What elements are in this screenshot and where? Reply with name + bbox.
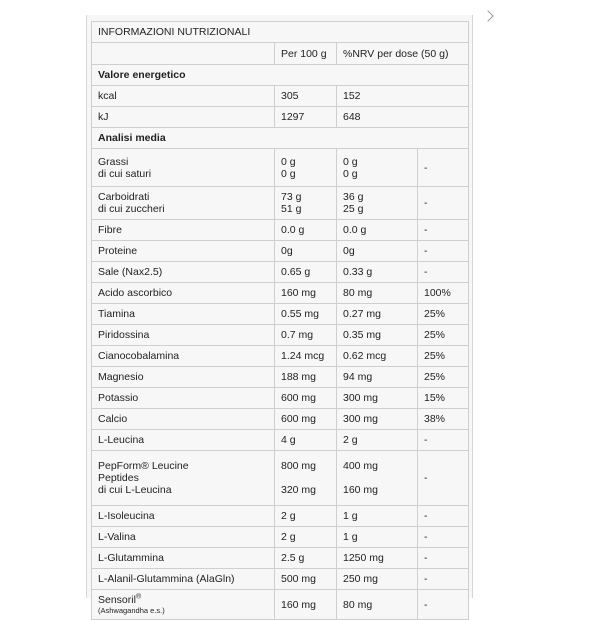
- per-dose-cell: [337, 506, 418, 527]
- nrv-cell: -: [418, 430, 469, 451]
- nutrient-row: [92, 283, 469, 304]
- per100-value: 500 mg: [281, 573, 317, 585]
- per100-value: 160 mg: [281, 287, 317, 299]
- per100-value: 320 mg: [281, 484, 317, 496]
- nutrient-name-cell: [92, 451, 275, 506]
- per-dose-cell: [337, 149, 418, 187]
- per100-cell: [275, 220, 337, 241]
- header-empty-cell: [92, 43, 275, 65]
- nutrient-row: [92, 506, 469, 527]
- per100-value: 1.24 mcg: [281, 350, 325, 362]
- nutrient-name: Piridossina: [98, 329, 150, 341]
- nutrient-name-cell: [92, 409, 275, 430]
- section-analysis-label: Analisi media: [92, 128, 469, 149]
- per-dose-value: 0 g: [343, 167, 358, 180]
- nrv-cell: 15%: [418, 388, 469, 409]
- nutrient-name-cell: [92, 325, 275, 346]
- table-title: INFORMAZIONI NUTRIZIONALI: [92, 22, 469, 43]
- per100-cell: [275, 409, 337, 430]
- per100-cell: [275, 241, 337, 262]
- per100-value: 800 mg: [281, 460, 317, 472]
- nutrient-row: [92, 451, 469, 506]
- nutrient-row: [92, 409, 469, 430]
- nutrient-row: [92, 346, 469, 367]
- per100-value: 188 mg: [281, 371, 317, 383]
- nrv-cell: -: [418, 187, 469, 220]
- per100-value: 0 g: [281, 167, 296, 180]
- per-dose-cell: [337, 241, 418, 262]
- nutrient-name-cell: [92, 548, 275, 569]
- nutrient-name: Acido ascorbico: [98, 287, 173, 299]
- per100-cell: [275, 569, 337, 590]
- registered-mark: ®: [135, 593, 142, 601]
- per100-cell: [275, 506, 337, 527]
- per100-value: 0g: [281, 245, 293, 257]
- nutrient-name: di cui zuccheri: [98, 203, 165, 215]
- nutrient-name-cell: [92, 430, 275, 451]
- energy-per100: 305: [275, 86, 337, 107]
- nutrient-name: Grassi: [98, 155, 129, 168]
- per100-cell: [275, 325, 337, 346]
- nutrient-row: [92, 241, 469, 262]
- per-dose-value: 36 g: [343, 191, 364, 203]
- nutrient-row: [92, 262, 469, 283]
- per100-cell: [275, 527, 337, 548]
- nutrient-name: Fibre: [98, 224, 122, 236]
- nutrient-name-cell: [92, 527, 275, 548]
- nrv-cell: 38%: [418, 409, 469, 430]
- per100-cell: [275, 430, 337, 451]
- nrv-cell: -: [418, 590, 469, 620]
- nutrient-name: Magnesio: [98, 371, 144, 383]
- nutrient-row: [92, 187, 469, 220]
- energy-row-kj: [92, 107, 469, 128]
- per-dose-value: 1 g: [343, 531, 358, 543]
- per100-cell: 160 mg: [275, 590, 337, 620]
- nrv-cell: -: [418, 149, 469, 187]
- per100-cell: [275, 548, 337, 569]
- section-row-energy: [92, 65, 469, 86]
- per100-cell: [275, 346, 337, 367]
- nutrient-name-cell: [92, 506, 275, 527]
- per-dose-value: 400 mg: [343, 460, 379, 472]
- nutrient-name: Cianocobalamina: [98, 350, 180, 362]
- per-dose-value: 0.33 g: [343, 266, 373, 278]
- per100-cell: [275, 304, 337, 325]
- per-dose-cell: [337, 187, 418, 220]
- nrv-cell: -: [418, 506, 469, 527]
- per-dose-value: 1 g: [343, 510, 358, 522]
- nutrient-name-cell: [92, 388, 275, 409]
- per100-cell: [275, 187, 337, 220]
- per100-value: 0.55 mg: [281, 308, 319, 320]
- nutrient-name: di cui L-Leucina: [98, 484, 172, 496]
- energy-per-dose: 648: [337, 107, 469, 128]
- per-dose-cell: [337, 409, 418, 430]
- per100-value: 0 g: [281, 155, 296, 168]
- nrv-cell: -: [418, 262, 469, 283]
- per-dose-cell: [337, 304, 418, 325]
- per-dose-value: 300 mg: [343, 413, 379, 425]
- nutrient-name-cell: [92, 241, 275, 262]
- per100-value: 0.65 g: [281, 266, 311, 278]
- energy-per100: 1297: [275, 107, 337, 128]
- nutrient-name-cell: [92, 220, 275, 241]
- per100-cell: [275, 149, 337, 187]
- nutrient-row: [92, 220, 469, 241]
- per-dose-cell: [337, 283, 418, 304]
- nutrient-name: L-Isoleucina: [98, 510, 155, 522]
- per100-cell: [275, 451, 337, 506]
- nrv-cell: 25%: [418, 346, 469, 367]
- nutrient-row: [92, 430, 469, 451]
- nutrient-row: [92, 569, 469, 590]
- per100-value: 51 g: [281, 203, 302, 215]
- nutrient-name: Peptides: [98, 472, 139, 484]
- per-dose-cell: [337, 548, 418, 569]
- header-per100: Per 100 g: [275, 43, 337, 65]
- energy-name: kcal: [92, 86, 275, 107]
- per100-cell: [275, 283, 337, 304]
- nutrient-name: L-Glutammina: [98, 552, 164, 564]
- per100-value: 0.0 g: [281, 224, 305, 236]
- nutrient-row: [92, 527, 469, 548]
- nutrient-row: [92, 367, 469, 388]
- per100-value: 4 g: [281, 434, 296, 446]
- nrv-cell: -: [418, 569, 469, 590]
- nutrient-name: Calcio: [98, 413, 128, 425]
- nrv-cell: -: [418, 527, 469, 548]
- corner-chevron-icon: [482, 10, 493, 21]
- per-dose-value: [343, 472, 411, 484]
- per100-value: 0.7 mg: [281, 329, 314, 341]
- per-dose-value: 2 g: [343, 434, 358, 446]
- energy-per-dose: 152: [337, 86, 469, 107]
- per-dose-value: 250 mg: [343, 573, 379, 585]
- nutrient-row: [92, 388, 469, 409]
- per-dose-cell: [337, 346, 418, 367]
- per-dose-value: 80 mg: [343, 287, 373, 299]
- nutrient-row: [92, 548, 469, 569]
- per-dose-cell: 80 mg: [337, 590, 418, 620]
- nutrient-row: [92, 325, 469, 346]
- nutrient-name: L-Leucina: [98, 434, 145, 446]
- per-dose-value: 25 g: [343, 203, 364, 215]
- nutrient-name-cell: [92, 346, 275, 367]
- per-dose-value: 1250 mg: [343, 552, 384, 564]
- nutrition-panel: [86, 15, 473, 615]
- nutrient-row: [92, 590, 469, 620]
- nutrient-name-cell: [92, 367, 275, 388]
- per-dose-value: 0.62 mcg: [343, 350, 387, 362]
- nrv-cell: 25%: [418, 325, 469, 346]
- nutrient-name: Tiamina: [98, 308, 135, 320]
- nutrient-name: Carboidrati: [98, 191, 150, 203]
- energy-row-kcal: [92, 86, 469, 107]
- sensoril-name: Sensoril: [98, 594, 136, 606]
- per-dose-cell: [337, 569, 418, 590]
- per100-cell: [275, 262, 337, 283]
- nrv-cell: 100%: [418, 283, 469, 304]
- section-row-analysis: [92, 128, 469, 149]
- nutrient-name-cell: [92, 283, 275, 304]
- per-dose-value: 0 g: [343, 155, 358, 168]
- per-dose-value: 0.35 mg: [343, 329, 381, 341]
- per-dose-value: 0.0 g: [343, 224, 367, 236]
- nutrient-row: [92, 149, 469, 187]
- per100-value: 73 g: [281, 191, 302, 203]
- nrv-cell: -: [418, 241, 469, 262]
- header-nrv: %NRV per dose (50 g): [337, 43, 469, 65]
- per-dose-cell: [337, 367, 418, 388]
- per100-value: 2.5 g: [281, 552, 305, 564]
- per-dose-cell: [337, 430, 418, 451]
- nutrient-name: Proteine: [98, 245, 138, 257]
- nrv-cell: -: [418, 220, 469, 241]
- nutrient-row: [92, 304, 469, 325]
- nutrient-name-cell: [92, 149, 275, 187]
- nutrient-name-cell: [92, 262, 275, 283]
- per-dose-cell: [337, 451, 418, 506]
- per-dose-cell: [337, 527, 418, 548]
- nutrient-name: Potassio: [98, 392, 139, 404]
- energy-name: kJ: [92, 107, 275, 128]
- per100-value: 600 mg: [281, 413, 317, 425]
- per-dose-cell: [337, 325, 418, 346]
- per100-cell: [275, 388, 337, 409]
- nutrient-name: L-Alanil-Glutammina (AlaGln): [98, 573, 235, 585]
- nutrient-name: PepForm® Leucine: [98, 460, 189, 472]
- nutrient-subname: (Ashwagandha e.s.): [98, 606, 165, 615]
- nutrient-name: di cui saturi: [98, 167, 152, 180]
- per-dose-cell: [337, 262, 418, 283]
- nrv-cell: 25%: [418, 367, 469, 388]
- table-title-row: [92, 22, 469, 43]
- nutrition-table: [91, 21, 469, 620]
- per100-value: 600 mg: [281, 392, 317, 404]
- nutrient-name: L-Valina: [98, 531, 136, 543]
- nrv-cell: -: [418, 548, 469, 569]
- nutrient-name: Sale (Nax2.5): [98, 266, 163, 278]
- section-energy-label: Valore energetico: [92, 65, 469, 86]
- table-header-row: [92, 43, 469, 65]
- per-dose-cell: [337, 220, 418, 241]
- per-dose-value: 300 mg: [343, 392, 379, 404]
- per100-value: [281, 472, 330, 484]
- nrv-cell: 25%: [418, 304, 469, 325]
- nrv-cell: -: [418, 451, 469, 506]
- per-dose-value: 94 mg: [343, 371, 373, 383]
- per-dose-cell: [337, 388, 418, 409]
- nutrient-name-cell: [92, 569, 275, 590]
- nutrient-name: [98, 594, 268, 606]
- nutrient-name-cell: [92, 590, 275, 620]
- per-dose-value: 0.27 mg: [343, 308, 381, 320]
- per-dose-value: 160 mg: [343, 484, 379, 496]
- per100-value: 2 g: [281, 531, 296, 543]
- nutrient-name-cell: [92, 304, 275, 325]
- per100-cell: [275, 367, 337, 388]
- nutrient-name-cell: [92, 187, 275, 220]
- per-dose-value: 0g: [343, 245, 355, 257]
- per100-value: 2 g: [281, 510, 296, 522]
